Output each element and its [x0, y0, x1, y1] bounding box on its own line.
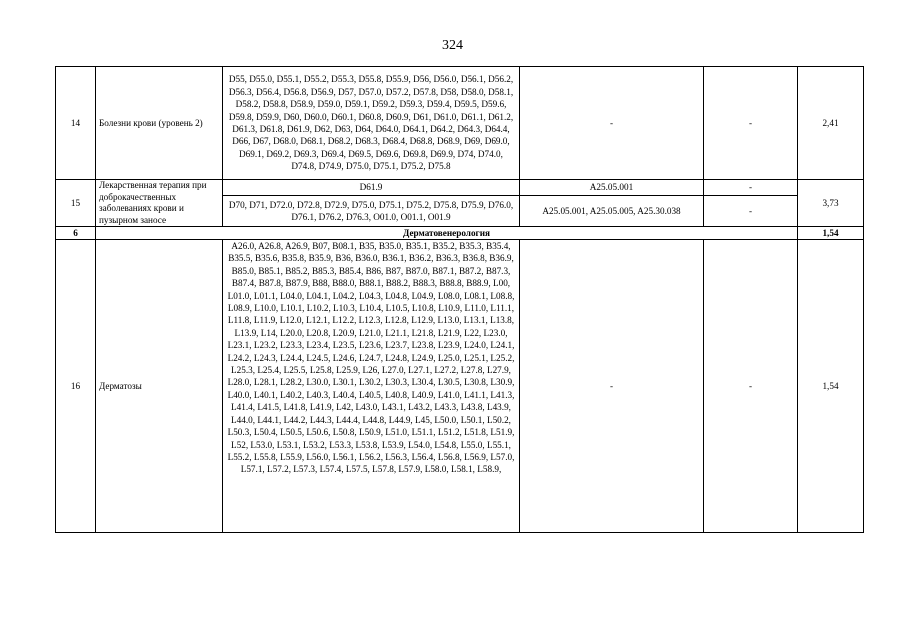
row-number: 14: [56, 67, 96, 180]
service-codes: A25.05.001: [520, 180, 704, 196]
coefficient: 2,41: [798, 67, 864, 180]
additional-criteria: -: [704, 67, 798, 180]
row-name: Лекарственная терапия при доброкачественных заболеваниях крови и пузырном заносе: [96, 180, 223, 227]
service-codes: A25.05.001, A25.05.005, A25.30.038: [520, 196, 704, 227]
diagnosis-codes: D70, D71, D72.0, D72.8, D72.9, D75.0, D75.1, D75.2, D75.8, D75.9, D76.0, D76.1, D76.2, D76.3, O01.0, O01.1, O01.9: [223, 196, 520, 227]
additional-criteria: -: [704, 180, 798, 196]
diagnosis-codes: A26.0, A26.8, A26.9, B07, B08.1, B35, B35.0, B35.1, B35.2, B35.3, B35.4, B35.5, B35.6, B35.8, B35.9, B36, B36.0, B36.1, B36.2, B36.3, B36.8, B36.9, B85.0, B85.1, B85.2, B85.3, B85.4, B86, B87, B87.0, B87.1, B87.2, B87.3, B87.4, B87.8, B87.9, B88, B88.0, B88.1, B88.2, B88.3, B88.8, B88.9, L00, L01.0, L01.1, L04.0, L04.1, L04.2, L04.3, L04.8, L04.9, L08.0, L08.1, L08.8, L08.9, L10.0, L10.1, L10.2, L10.3, L10.4, L10.5, L10.8, L10.9, L11.0, L11.1, L11.8, L11.9, L12.0, L12.1, L12.2, L12.3, L12.8, L12.9, L13.0, L13.1, L13.8, L13.9, L14, L20.0, L20.8, L20.9, L21.0, L21.1, L21.8, L21.9, L22, L23.0, L23.1, L23.2, L23.3, L23.4, L23.5, L23.6, L23.7, L23.8, L23.9, L24.0, L24.1, L24.2, L24.3, L24.4, L24.5, L24.6, L24.7, L24.8, L24.9, L25.0, L25.1, L25.2, L25.3, L25.4, L25.5, L25.8, L25.9, L26, L27.0, L27.1, L27.2, L27.8, L27.9, L28.0, L28.1, L28.2, L30.0, L30.1, L30.2, L30.3, L30.4, L30.5, L30.8, L30.9, L40.0, L40.1, L40.2, L40.3, L40.4, L40.5, L40.8, L40.9, L41.0, L41.1, L41.3, L41.4, L41.5, L41.8, L41.9, L42, L43.0, L43.1, L43.2, L43.3, L43.8, L43.9, L44.0, L44.1, L44.2, L44.3, L44.4, L44.8, L44.9, L45, L50.0, L50.1, L50.2, L50.3, L50.4, L50.5, L50.6, L50.8, L50.9, L51.0, L51.1, L51.2, L51.8, L51.9, L52, L53.0, L53.1, L53.2, L53.3, L53.8, L53.9, L54.0, L54.8, L55.0, L55.1, L55.2, L55.8, L55.9, L56.0, L56.1, L56.2, L56.3, L56.4, L56.8, L56.9, L57.0, L57.1, L57.2, L57.3, L57.4, L57.5, L57.8, L57.9, L58.0, L58.1, L58.9,: [223, 240, 520, 533]
row-number: 16: [56, 240, 96, 533]
row-name: Болезни крови (уровень 2): [96, 67, 223, 180]
additional-criteria: -: [704, 196, 798, 227]
page-number: 324: [442, 38, 463, 53]
service-codes: -: [520, 240, 704, 533]
row-name: Дерматозы: [96, 240, 223, 533]
table-row: [56, 240, 864, 533]
coefficient: 3,73: [798, 180, 864, 227]
section-title: Дерматовенерология: [96, 227, 798, 240]
diagnosis-codes: D55, D55.0, D55.1, D55.2, D55.3, D55.8, D55.9, D56, D56.0, D56.1, D56.2, D56.3, D56.4, D56.8, D56.9, D57, D57.0, D57.2, D57.8, D58, D58.0, D58.1, D58.2, D58.8, D58.9, D59.0, D59.1, D59.2, D59.3, D59.4, D59.5, D59.6, D59.8, D59.9, D60, D60.0, D60.1, D60.8, D60.9, D61, D61.0, D61.1, D61.2, D61.3, D61.8, D61.9, D62, D63, D64, D64.0, D64.1, D64.2, D64.3, D64.4, D66, D67, D68.0, D68.1, D68.2, D68.3, D68.4, D68.8, D68.9, D69, D69.0, D69.1, D69.2, D69.3, D69.4, D69.5, D69.6, D69.8, D69.9, D74, D74.0, D74.8, D74.9, D75.0, D75.1, D75.2, D75.8: [223, 67, 520, 180]
section-number: 6: [56, 227, 96, 240]
additional-criteria: -: [704, 240, 798, 533]
row-number: 15: [56, 180, 96, 227]
coefficient: 1,54: [798, 240, 864, 533]
section-header-row: [56, 227, 864, 240]
table-row: [56, 67, 864, 180]
service-codes: -: [520, 67, 704, 180]
table-row: [56, 180, 864, 196]
section-coefficient: 1,54: [798, 227, 864, 240]
tariff-table: [55, 66, 864, 533]
diagnosis-codes: D61.9: [223, 180, 520, 196]
